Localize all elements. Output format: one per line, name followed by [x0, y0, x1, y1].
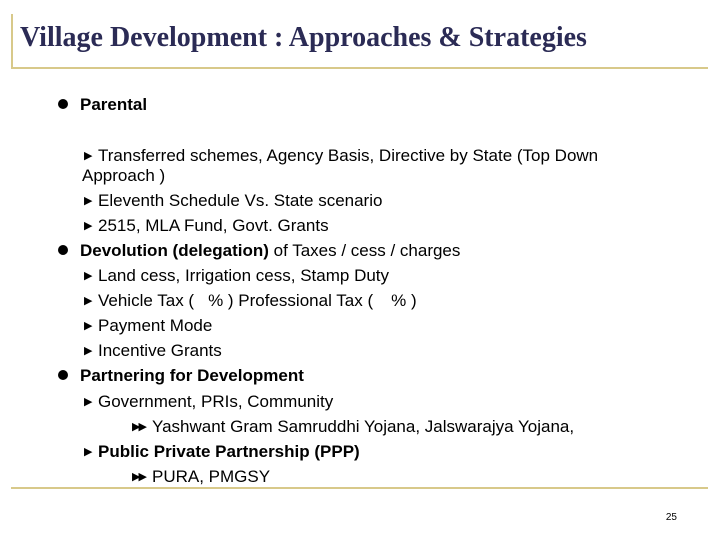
vehicle-tax-label: Vehicle Tax (	[98, 291, 195, 310]
sub-item-grants	[84, 216, 329, 236]
slide-title: Village Development : Approaches & Strategies	[20, 22, 587, 53]
sub-item-payment-mode	[84, 316, 212, 336]
bullet-label-rest: of Taxes / cess / charges	[268, 241, 461, 260]
tax-percent-label: % )	[391, 291, 417, 310]
arrow-icon: ▶	[84, 195, 93, 207]
arrow-icon: ▶	[84, 320, 93, 332]
sub-item-transferred-cont	[82, 166, 165, 186]
sub-item-label: 2515, MLA Fund, Govt. Grants	[98, 216, 329, 235]
page-number: 25	[665, 512, 677, 523]
arrow-icon: ▶	[84, 150, 93, 162]
sub-item-label: Payment Mode	[98, 316, 213, 335]
sub-item-vehicle-tax	[84, 291, 417, 311]
sub-item-label: Transferred schemes, Agency Basis, Directive by State (Top Down	[98, 146, 599, 165]
arrow-icon: ▶	[84, 220, 93, 232]
bullet-label: Parental	[80, 95, 148, 114]
arrow-icon: ▶	[84, 345, 93, 357]
sub-sub-item-label: PURA, PMGSY	[152, 467, 271, 486]
double-arrow-icon: ▶▶	[132, 421, 145, 433]
sub-item-incentive	[84, 341, 222, 361]
bullet-icon	[58, 370, 68, 380]
bullet-devolution	[58, 241, 460, 261]
sub-item-ppp	[84, 442, 360, 462]
footer-rule	[11, 487, 708, 489]
sub-sub-item-label: Yashwant Gram Samruddhi Yojana, Jalswarajya Yojana,	[152, 417, 575, 436]
bullet-icon	[58, 245, 68, 255]
sub-item-label: Public Private Partnership (PPP)	[98, 442, 360, 461]
sub-item-transferred	[84, 146, 598, 166]
sub-item-label: Land cess, Irrigation cess, Stamp Duty	[98, 266, 390, 285]
title-accent-vertical	[11, 14, 13, 68]
bullet-label: Partnering for Development	[80, 366, 304, 385]
professional-tax-label: % ) Professional Tax (	[208, 291, 374, 310]
sub-item-label: Approach )	[82, 166, 166, 185]
sub-item-government	[84, 392, 333, 412]
sub-item-label: Government, PRIs, Community	[98, 392, 334, 411]
sub-item-label: Eleventh Schedule Vs. State scenario	[98, 191, 383, 210]
sub-item-label: Incentive Grants	[98, 341, 222, 360]
bullet-icon	[58, 99, 68, 109]
arrow-icon: ▶	[84, 270, 93, 282]
arrow-icon: ▶	[84, 396, 93, 408]
arrow-icon: ▶	[84, 446, 93, 458]
arrow-icon: ▶	[84, 295, 93, 307]
double-arrow-icon: ▶▶	[132, 471, 145, 483]
bullet-parental	[58, 95, 147, 115]
title-underline	[11, 67, 708, 69]
sub-sub-item-yashwant	[132, 417, 574, 437]
bullet-partnering	[58, 366, 304, 386]
bullet-label-bold: Devolution (delegation)	[80, 241, 269, 260]
sub-item-eleventh	[84, 191, 382, 211]
sub-sub-item-pura	[132, 467, 270, 487]
sub-item-land-cess	[84, 266, 389, 286]
